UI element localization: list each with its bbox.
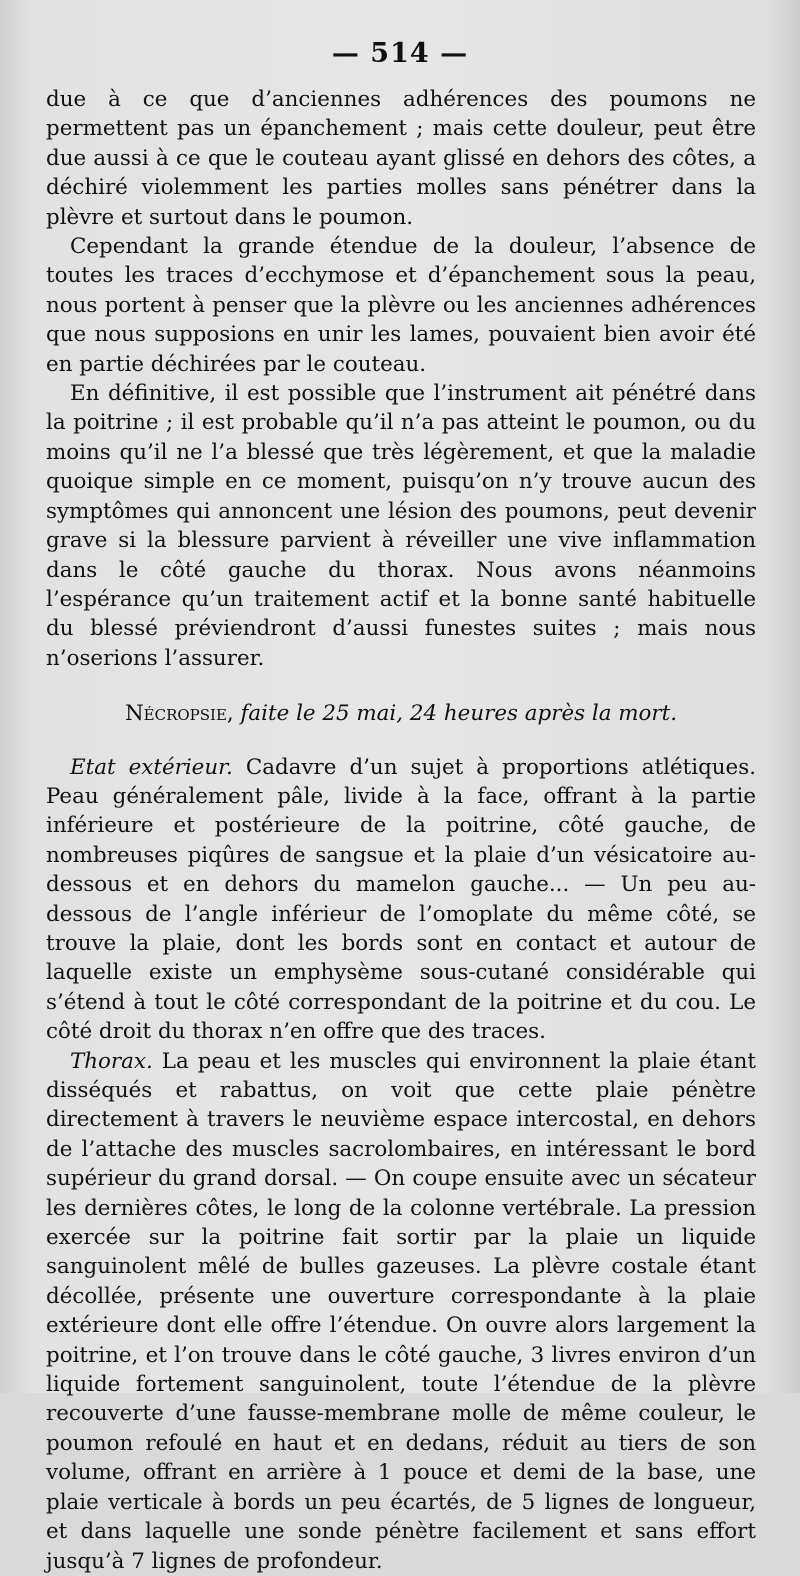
section-text-thorax: La peau et les muscles qui environnent la plaie étant disséqués et rabattus, on voit que cette plaie pénètre directement à travers le neuvième espace intercostal, en dehors de l’attache des muscles sacrolombaires, en intéressant le bord supérieur du grand dorsal. — On coupe ensuite avec un sécateur les dernières côtes, le long de la colonne vertébrale. La pression exercée sur la poitrine fait sortir par la plaie un liquide sanguinolent mêlé de bulles gazeuses. La plèvre costale étant décollée, présente une ouverture correspondante à la plaie extérieure dont elle offre l’étendue. On ouvre alors largement la poitrine, et l’on trouve dans le côté gauche, 3 livres environ d’un liquide fortement sanguinolent, toute l’étendue de la plèvre recouverte d’une fausse-membrane molle de même couleur, le poumon refoulé en haut et en dedans, réduit au tiers de son volume, offrant en arrière à 1 pouce et demi de la base, une plaie verticale à bords un peu écartés, de 5 lignes de longueur, et dans laquelle une sonde pénètre facilement et sans effort jusqu’à 7 lignes de profondeur. — [46, 1048, 756, 1574]
section-thorax — [46, 1047, 756, 1576]
page-number: — 514 — — [331, 38, 469, 69]
section-lead-thorax: Thorax. — [70, 1048, 162, 1074]
paragraph-en-definitive: En définitive, il est possible que l’instrument ait pénétré dans la poitrine ; il est probable qu’il n’a pas atteint le poumon, ou du moins qu’il ne l’a blessé que très légèrement, et que la maladie quoique simple en ce moment, puisqu’on n’y trouve aucun des symptômes qui annoncent une lésion des poumons, peut devenir grave si la blessure parvient à réveiller une vive inflammation dans le côté gauche du thorax. Nous avons néanmoins l’espérance qu’un traitement actif et la bonne santé habituelle du blessé préviendront d’aussi funestes suites ; mais nous n’oserions l’assurer. — [46, 381, 756, 671]
paragraph-continuation: due à ce que d’anciennes adhérences des poumons ne permettent pas un épanchement ; mais cette douleur, peut être due aussi à ce que le couteau ayant glissé en dehors des côtes, a déchiré violemment les parties molles sans pénétrer dans la plèvre et surtout dans le poumon. — [46, 87, 756, 230]
necropsie-heading — [46, 699, 756, 728]
section-lead-etat-exterieur: Etat extérieur. — [70, 754, 246, 780]
heading-subtitle: faite le 25 mai, 24 heures après la mort. — [240, 701, 678, 727]
section-text-etat-exterieur: Cadavre d’un sujet à proportions atlétiques. Peau généralement pâle, livide à la face, offrant à la partie inférieure et postérieure de la poitrine, côté gauche, de nombreuses piqûres de sangsue et la plaie d’un vésicatoire au-dessous et en dehors du mamelon gauche... — Un peu au-dessous de l’angle inférieur de l’omoplate du même côté, se trouve la plaie, dont les bords sont en contact et autour de laquelle existe un emphysème sous-cutané considérable qui s’étend à tout le côté correspondant de la poitrine et du cou. Le côté droit du thorax n’en offre que des traces. — [46, 754, 756, 1045]
page-body — [46, 85, 756, 1576]
section-etat-exterieur — [46, 753, 756, 1047]
paragraph-cependant: Cependant la grande étendue de la douleur, l’absence de toutes les traces d’ecchymose et d’épanchement sous la peau, nous portent à penser que la plèvre ou les anciennes adhérences que nous supposions en unir les lames, pouvaient bien avoir été en partie déchirées par le couteau. — [46, 234, 756, 377]
heading-title: Nécropsie, — [124, 701, 241, 727]
